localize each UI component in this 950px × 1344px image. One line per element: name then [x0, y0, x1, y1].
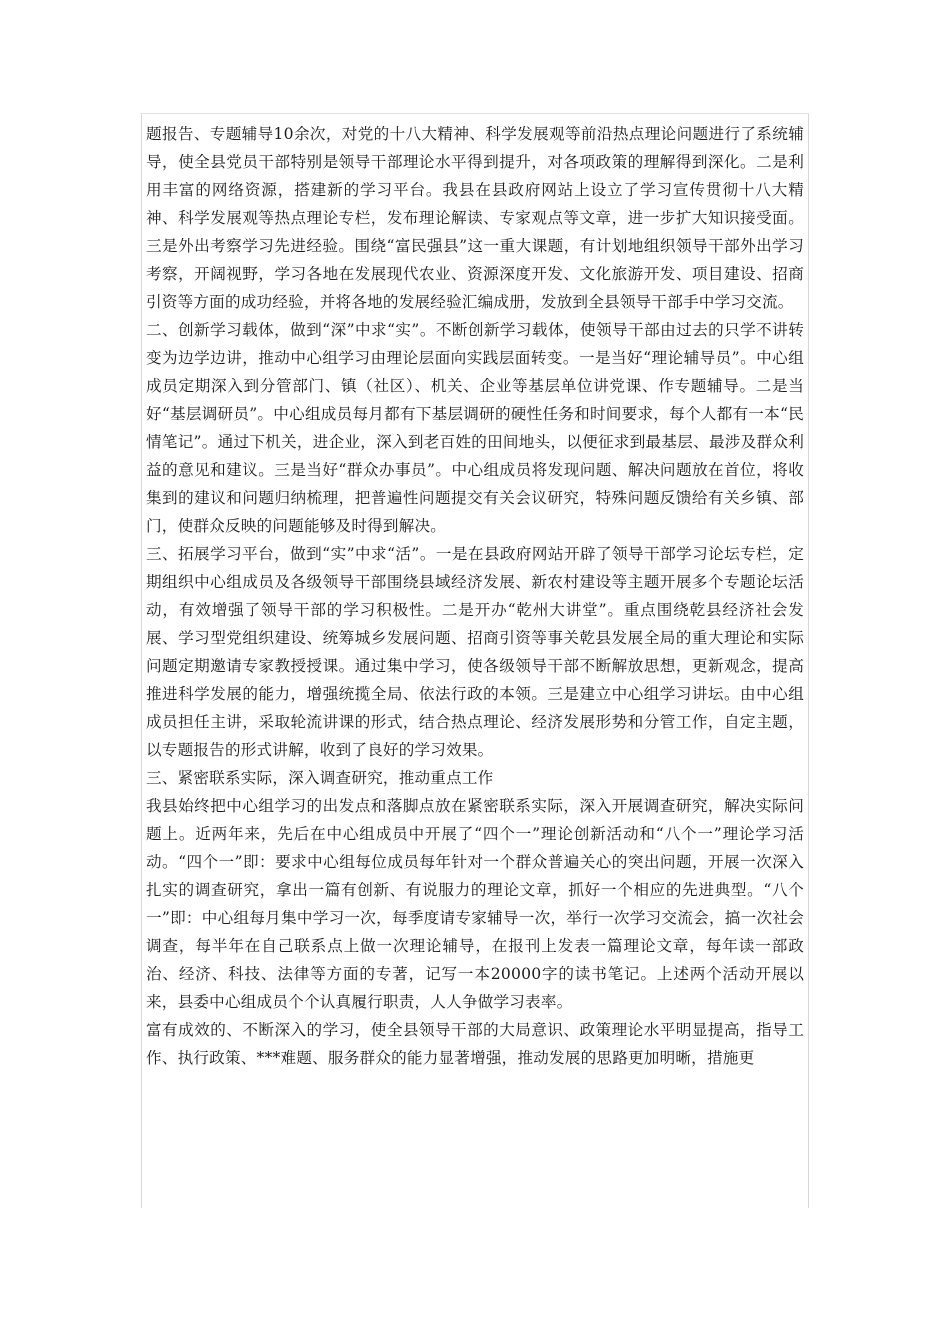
paragraph-expand-platform: 三、拓展学习平台，做到“实”中求“活”。一是在县政府网站开辟了领导干部学习论坛专栏，定期组织中心组成员及各级领导干部围绕县域经济发展、新农村建设等主题开展多个专题论坛活动，有效增强了领导干部的学习积极性。二是开办“乾州大讲堂”。重点围绕乾县经济社会发展、学习型党组织建设、统筹城乡发展问题、招商引资等事关乾县发展全局的重大理论和实际问题定期邀请专家教授授课。通过集中学习，使各级领导干部不断解放思想，更新观念，提高推进科学发展的能力，增强统揽全局、依法行政的本领。三是建立中心组学习讲坛。由中心组成员担任主讲，采取轮流讲课的形式，结合热点理论、经济发展形势和分管工作，自定主题，以专题报告的形式讲解，收到了良好的学习效果。	[146, 545, 804, 759]
document-page	[141, 113, 809, 1208]
paragraph-study-methods: 题报告、专题辅导10余次，对党的十八大精神、科学发展观等前沿热点理论问题进行了系统辅导，使全县党员干部特别是领导干部理论水平得到提升，对各项政策的理解得到深化。二是利用丰富的网络资源，搭建新的学习平台。我县在县政府网站上设立了学习宣传贯彻十八大精神、科学发展观等热点理论专栏，发布理论解读、专家观点等文章，进一步扩大知识接受面。三是外出考察学习先进经验。围绕“富民强县”这一重大课题，有计划地组织领导干部外出学习考察，开阔视野，学习各地在发展现代农业、资源深度开发、文化旅游开发、项目建设、招商引资等方面的成功经验，并将各地的发展经验汇编成册，发放到全县领导干部手中学习交流。	[146, 125, 804, 311]
paragraph-research-activities: 我县始终把中心组学习的出发点和落脚点放在紧密联系实际，深入开展调查研究，解决实际问题上。近两年来，先后在中心组成员中开展了“四个一”理论创新活动和“八个一”理论学习活动。“四个一”即：要求中心组每位成员每年针对一个群众普遍关心的突出问题，开展一次深入扎实的调查研究，拿出一篇有创新、有说服力的理论文章，抓好一个相应的先进典型。“八个一”即：中心组每月集中学习一次，每季度请专家辅导一次，举行一次学习交流会，搞一次社会调查，每半年在自己联系点上做一次理论辅导，在报刊上发表一篇理论文章，每年读一部政治、经济、科技、法律等方面的专著，记写一本20000字的读书笔记。上述两个活动开展以来，县委中心组成员个个认真履行职责，人人争做学习表率。	[146, 797, 804, 1011]
paragraph-innovate-carriers: 二、创新学习载体，做到“深”中求“实”。不断创新学习载体，使领导干部由过去的只学不讲转变为边学边讲，推动中心组学习由理论层面向实践层面转变。一是当好“理论辅导员”。中心组成员定期深入到分管部门、镇（社区）、机关、企业等基层单位讲党课、作专题辅导。二是当好“基层调研员”。中心组成员每月都有下基层调研的硬性任务和时间要求，每个人都有一本“民情笔记”。通过下机关，进企业，深入到老百姓的田间地头，以便征求到最基层、最涉及群众利益的意见和建议。三是当好“群众办事员”。中心组成员将发现问题、解决问题放在首位，将收集到的建议和问题归纳梳理，把普遍性问题提交有关会议研究，特殊问题反馈给有关乡镇、部门，使群众反映的问题能够及时得到解决。	[146, 321, 804, 535]
paragraph-results: 富有成效的、不断深入的学习，使全县领导干部的大局意识、政策理论水平明显提高，指导工作、执行政策、***难题、服务群众的能力显著增强，推动发展的思路更加明晰，措施更	[146, 1021, 804, 1067]
document-body	[142, 114, 808, 1072]
section-heading-practice: 三、紧密联系实际，深入调查研究，推动重点工作	[146, 769, 494, 787]
